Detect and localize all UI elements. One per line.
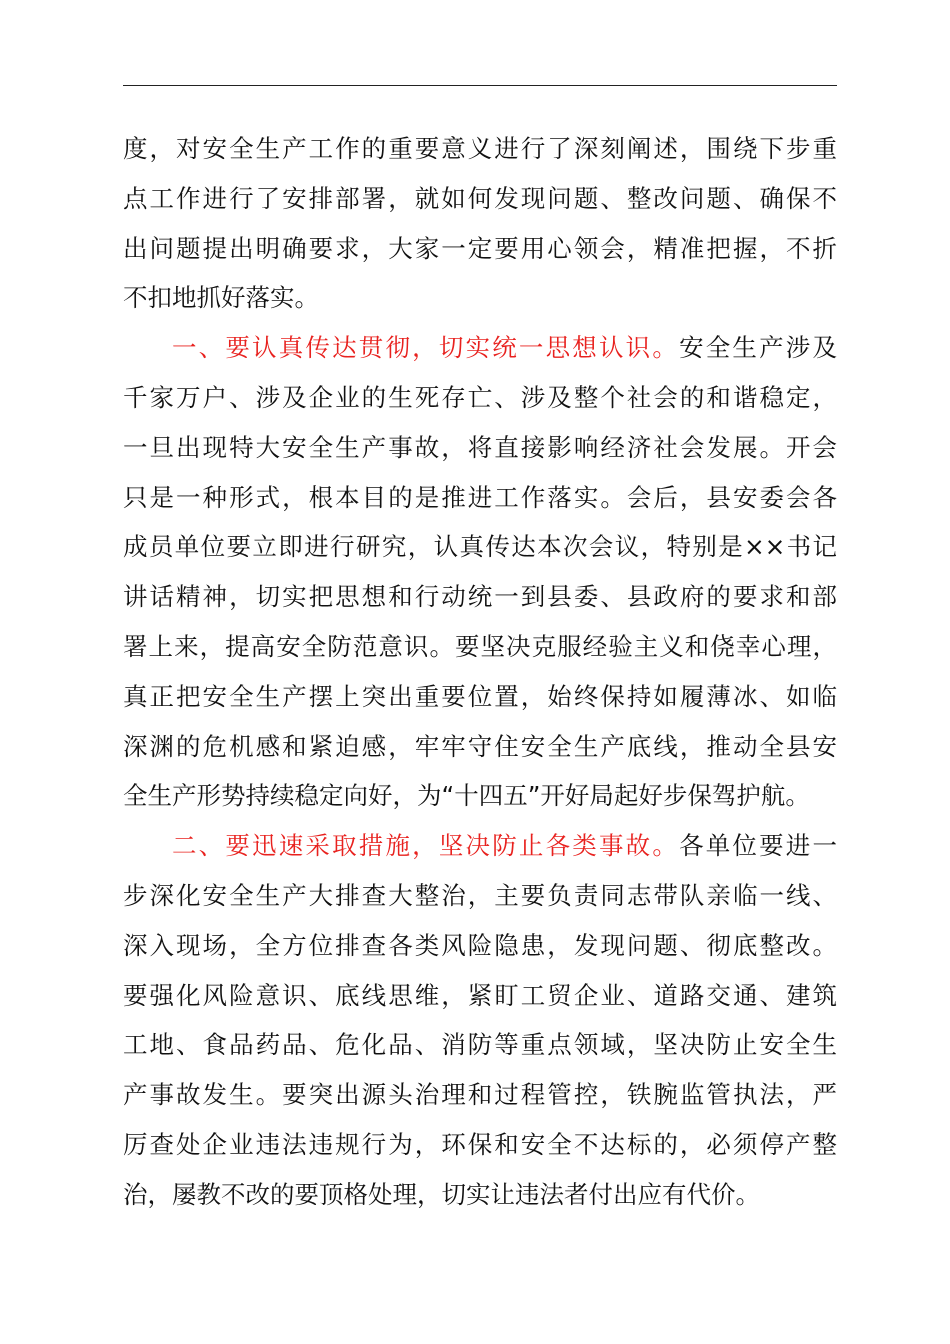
header-rule xyxy=(123,85,837,86)
body-line: 不扣地抓好落实。 xyxy=(123,283,319,313)
section2-first-line-text: 各单位要进一 xyxy=(679,831,837,861)
document-body xyxy=(123,124,837,1220)
body-line: 成员单位要立即进行研究，认真传达本次会议，特别是××书记 xyxy=(123,532,837,562)
body-line: 治，屡教不改的要顶格处理，切实让违法者付出应有代价。 xyxy=(123,1179,760,1209)
body-line: 署上来，提高安全防范意识。要坚决克服经验主义和侥幸心理， xyxy=(123,631,837,661)
body-line: 一旦出现特大安全生产事故，将直接影响经济社会发展。开会 xyxy=(123,432,837,462)
section2-first-line xyxy=(123,821,837,871)
section1-first-line xyxy=(123,323,837,373)
body-line: 要强化风险意识、底线思维，紧盯工贸企业、道路交通、建筑 xyxy=(123,980,837,1010)
section2-heading: 二、要迅速采取措施，坚决防止各类事故。 xyxy=(172,831,680,861)
body-line: 千家万户、涉及企业的生死存亡、涉及整个社会的和谐稳定， xyxy=(123,382,837,412)
body-line: 工地、食品药品、危化品、消防等重点领域，坚决防止安全生 xyxy=(123,1030,837,1060)
body-line: 深渊的危机感和紧迫感，牢牢守住安全生产底线，推动全县安 xyxy=(123,731,837,761)
section1-heading: 一、要认真传达贯彻，切实统一思想认识。 xyxy=(172,333,680,363)
body-line: 点工作进行了安排部署，就如何发现问题、整改问题、确保不 xyxy=(123,183,837,213)
body-line: 讲话精神，切实把思想和行动统一到县委、县政府的要求和部 xyxy=(123,582,837,612)
body-line: 厉查处企业违法违规行为，环保和安全不达标的，必须停产整 xyxy=(123,1129,837,1159)
section1-first-line-text: 安全生产涉及 xyxy=(679,333,837,363)
body-line: 产事故发生。要突出源头治理和过程管控，铁腕监管执法，严 xyxy=(123,1080,837,1110)
body-line: 度，对安全生产工作的重要意义进行了深刻阐述，围绕下步重 xyxy=(123,134,837,163)
body-line: 出问题提出明确要求，大家一定要用心领会，精准把握，不折 xyxy=(123,233,837,263)
body-line: 真正把安全生产摆上突出重要位置，始终保持如履薄冰、如临 xyxy=(123,681,837,711)
body-line: 全生产形势持续稳定向好，为“十四五”开好局起好步保驾护航。 xyxy=(123,781,810,811)
body-line: 深入现场，全方位排查各类风险隐患，发现问题、彻底整改。 xyxy=(123,930,837,960)
body-line: 只是一种形式，根本目的是推进工作落实。会后，县安委会各 xyxy=(123,482,837,512)
body-line: 步深化安全生产大排查大整治，主要负责同志带队亲临一线、 xyxy=(123,880,837,910)
